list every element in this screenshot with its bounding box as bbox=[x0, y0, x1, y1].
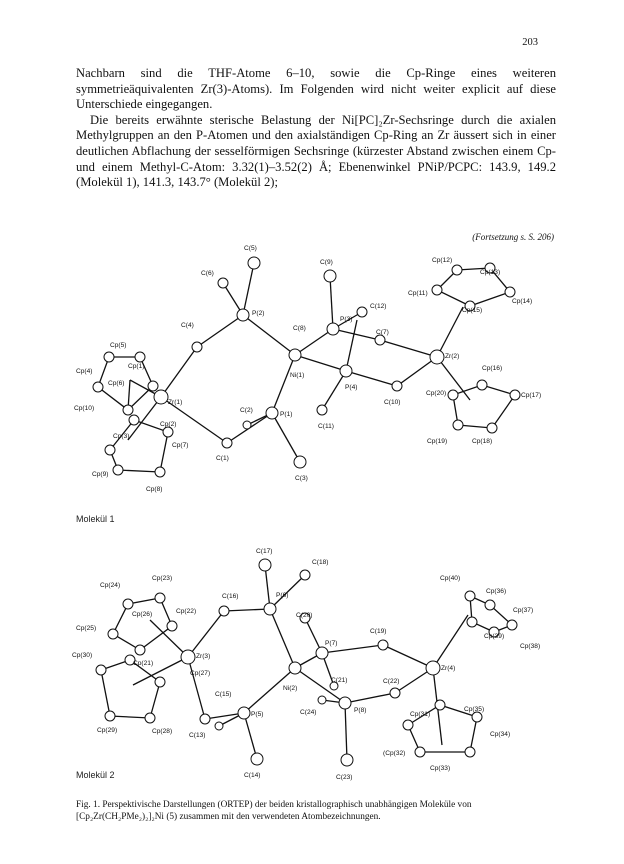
figure-caption bbox=[76, 799, 562, 823]
atom-label-cp20: Cp(20) bbox=[426, 390, 447, 397]
atom-label-p5: P(5) bbox=[251, 711, 264, 718]
atom-label-cp14: Cp(14) bbox=[512, 298, 533, 305]
atom-label-c8: C(8) bbox=[293, 325, 306, 332]
atom-label-c17: C(17) bbox=[256, 548, 273, 555]
atom-label-cp1: Cp(1) bbox=[128, 363, 145, 370]
atom-label-c3: C(3) bbox=[295, 475, 308, 482]
atom-label-c18: C(18) bbox=[312, 559, 329, 566]
atom-label-cp39: Cp(39) bbox=[484, 633, 505, 640]
atom-label-cp7: Cp(7) bbox=[172, 442, 189, 449]
caption-line-2: [Cp₂Zr(CH₂PMe₂)₂]₂Ni (5) zusammen mit den verwendeten Atombezeichnungen. bbox=[76, 812, 381, 822]
atom-label-zr2: Zr(2) bbox=[445, 353, 460, 360]
atom-label-p3: P(3) bbox=[340, 316, 353, 323]
atom-label-c2: C(2) bbox=[240, 407, 253, 414]
atom-label-ni1: Ni(1) bbox=[290, 372, 305, 379]
atom-label-c13: C(13) bbox=[189, 732, 206, 739]
labels-molecule-2 bbox=[72, 548, 540, 781]
atom-label-cp23: Cp(23) bbox=[152, 575, 173, 582]
atom-label-cp37: Cp(37) bbox=[513, 607, 534, 614]
molecule-2-label: Molekül 2 bbox=[76, 770, 115, 780]
atom-label-cp10: Cp(10) bbox=[74, 405, 95, 412]
atom-label-c11: C(11) bbox=[318, 423, 334, 430]
atom-label-cp15: Cp(15) bbox=[462, 307, 483, 314]
atom-label-c22: C(22) bbox=[383, 678, 400, 685]
atom-label-cp3: Cp(3) bbox=[113, 433, 130, 440]
atom-label-cp29: Cp(29) bbox=[97, 727, 118, 734]
atom-label-zr1: Zr(1) bbox=[168, 399, 183, 406]
atom-label-cp28: Cp(28) bbox=[152, 728, 173, 735]
atom-label-c21: C(21) bbox=[331, 677, 348, 684]
atom-label-cp9: Cp(9) bbox=[92, 471, 109, 478]
labels-molecule-1 bbox=[74, 245, 541, 493]
continuation-note: (Fortsetzung s. S. 206) bbox=[472, 232, 554, 242]
atom-label-cp33: Cp(33) bbox=[430, 765, 451, 772]
atom-label-cp18: Cp(18) bbox=[472, 438, 493, 445]
atom-label-cp27: Cp(27) bbox=[190, 670, 211, 677]
atom-label-cp4: Cp(4) bbox=[76, 368, 93, 375]
atom-label-p1: P(1) bbox=[280, 411, 293, 418]
atom-label-cp31: Cp(31) bbox=[410, 711, 431, 718]
atom-label-c6: C(6) bbox=[201, 270, 214, 277]
atom-label-ni2: Ni(2) bbox=[283, 685, 298, 692]
atom-label-c5: C(5) bbox=[244, 245, 257, 252]
paragraph-2: Die bereits erwähnte sterische Belastung der Ni[PC]₂Zr-Sechsringe durch die axialen Methylgruppen an den P-Atomen und den axialständigen Cp-Ring an Zr äussert sich in einer deutlichen Abflachung der sesselförmigen Sechsringe (kürzester Abstand zwischen einem Cp- und einem Methyl-C-Atom: 3.32(1)–3.52(2) Å; Ebenenwinkel PNiP/PCPC: 143.9, 149.2 (Molekül 1), 141.3, 143.7° (Molekül 2); bbox=[76, 112, 556, 190]
atom-label-p8: P(8) bbox=[354, 707, 367, 714]
atom-label-cp21: Cp(21) bbox=[133, 660, 154, 667]
atom-label-cp35: Cp(35) bbox=[464, 706, 485, 713]
atom-label-cp24: Cp(24) bbox=[100, 582, 121, 589]
atom-label-c15: C(15) bbox=[215, 691, 232, 698]
atom-label-cp38: Cp(38) bbox=[520, 643, 541, 650]
caption-line-1: Fig. 1. Perspektivische Darstellungen (ORTEP) der beiden kristallographisch unabhängigen Moleküle von bbox=[76, 800, 472, 810]
paragraph-1: Nachbarn sind die THF-Atome 6–10, sowie die Cp-Ringe eines weiteren symmetrieäquivalenten Zr(3)-Atoms). Im Folgenden wird nicht weiter explicit auf diese Unterschiede eingegangen. bbox=[76, 66, 556, 112]
atom-label-c16: C(16) bbox=[222, 593, 239, 600]
atom-label-p7: P(7) bbox=[325, 640, 338, 647]
atom-label-c9: C(9) bbox=[320, 259, 333, 266]
atom-label-cp40: Cp(40) bbox=[440, 575, 461, 582]
atom-label-cp36: Cp(36) bbox=[486, 588, 507, 595]
atom-label-c10: C(10) bbox=[384, 399, 401, 406]
atom-label-cp34: Cp(34) bbox=[490, 731, 511, 738]
atom-label-c14: C(14) bbox=[244, 772, 261, 779]
molecule-1-label: Molekül 1 bbox=[76, 514, 115, 524]
atom-label-cp17: Cp(17) bbox=[521, 392, 542, 399]
atom-label-zr3: Zr(3) bbox=[196, 653, 211, 660]
atom-label-cp26: Cp(26) bbox=[132, 611, 153, 618]
atom-label-cp32: (Cp(32) bbox=[383, 750, 406, 757]
atom-label-c19: C(19) bbox=[370, 628, 387, 635]
atom-label-c20: C(20) bbox=[296, 612, 313, 619]
atom-label-cp2: Cp(2) bbox=[160, 421, 177, 428]
atom-label-cp25: Cp(25) bbox=[76, 625, 97, 632]
atom-label-cp16: Cp(16) bbox=[482, 365, 503, 372]
atom-label-cp8: Cp(8) bbox=[146, 486, 163, 493]
atom-label-cp13: Cp(13) bbox=[480, 269, 501, 276]
atom-label-c12: C(12) bbox=[370, 303, 387, 310]
bonds-molecule-1 bbox=[98, 263, 515, 472]
atom-label-cp19: Cp(19) bbox=[427, 438, 448, 445]
atom-label-c7: C(7) bbox=[376, 329, 389, 336]
atom-label-cp30: Cp(30) bbox=[72, 652, 93, 659]
atom-label-p2: P(2) bbox=[252, 310, 265, 317]
atom-label-cp11: Cp(11) bbox=[408, 290, 428, 297]
atoms-molecule-1 bbox=[93, 257, 520, 477]
atom-label-cp5: Cp(5) bbox=[110, 342, 127, 349]
atom-label-cp12: Cp(12) bbox=[432, 257, 453, 264]
atom-label-c1: C(1) bbox=[216, 455, 229, 462]
atom-label-c23: C(23) bbox=[336, 774, 353, 781]
atom-label-cp22: Cp(22) bbox=[176, 608, 197, 615]
atom-label-p6: P(6) bbox=[276, 592, 289, 599]
atom-label-c24: C(24) bbox=[300, 709, 317, 716]
atom-label-p4: P(4) bbox=[345, 384, 358, 391]
page-number: 203 bbox=[522, 37, 538, 48]
atom-label-cp6: Cp(6) bbox=[108, 380, 125, 387]
atom-label-c4: C(4) bbox=[181, 322, 194, 329]
atom-label-zr4: Zr(4) bbox=[441, 665, 456, 672]
